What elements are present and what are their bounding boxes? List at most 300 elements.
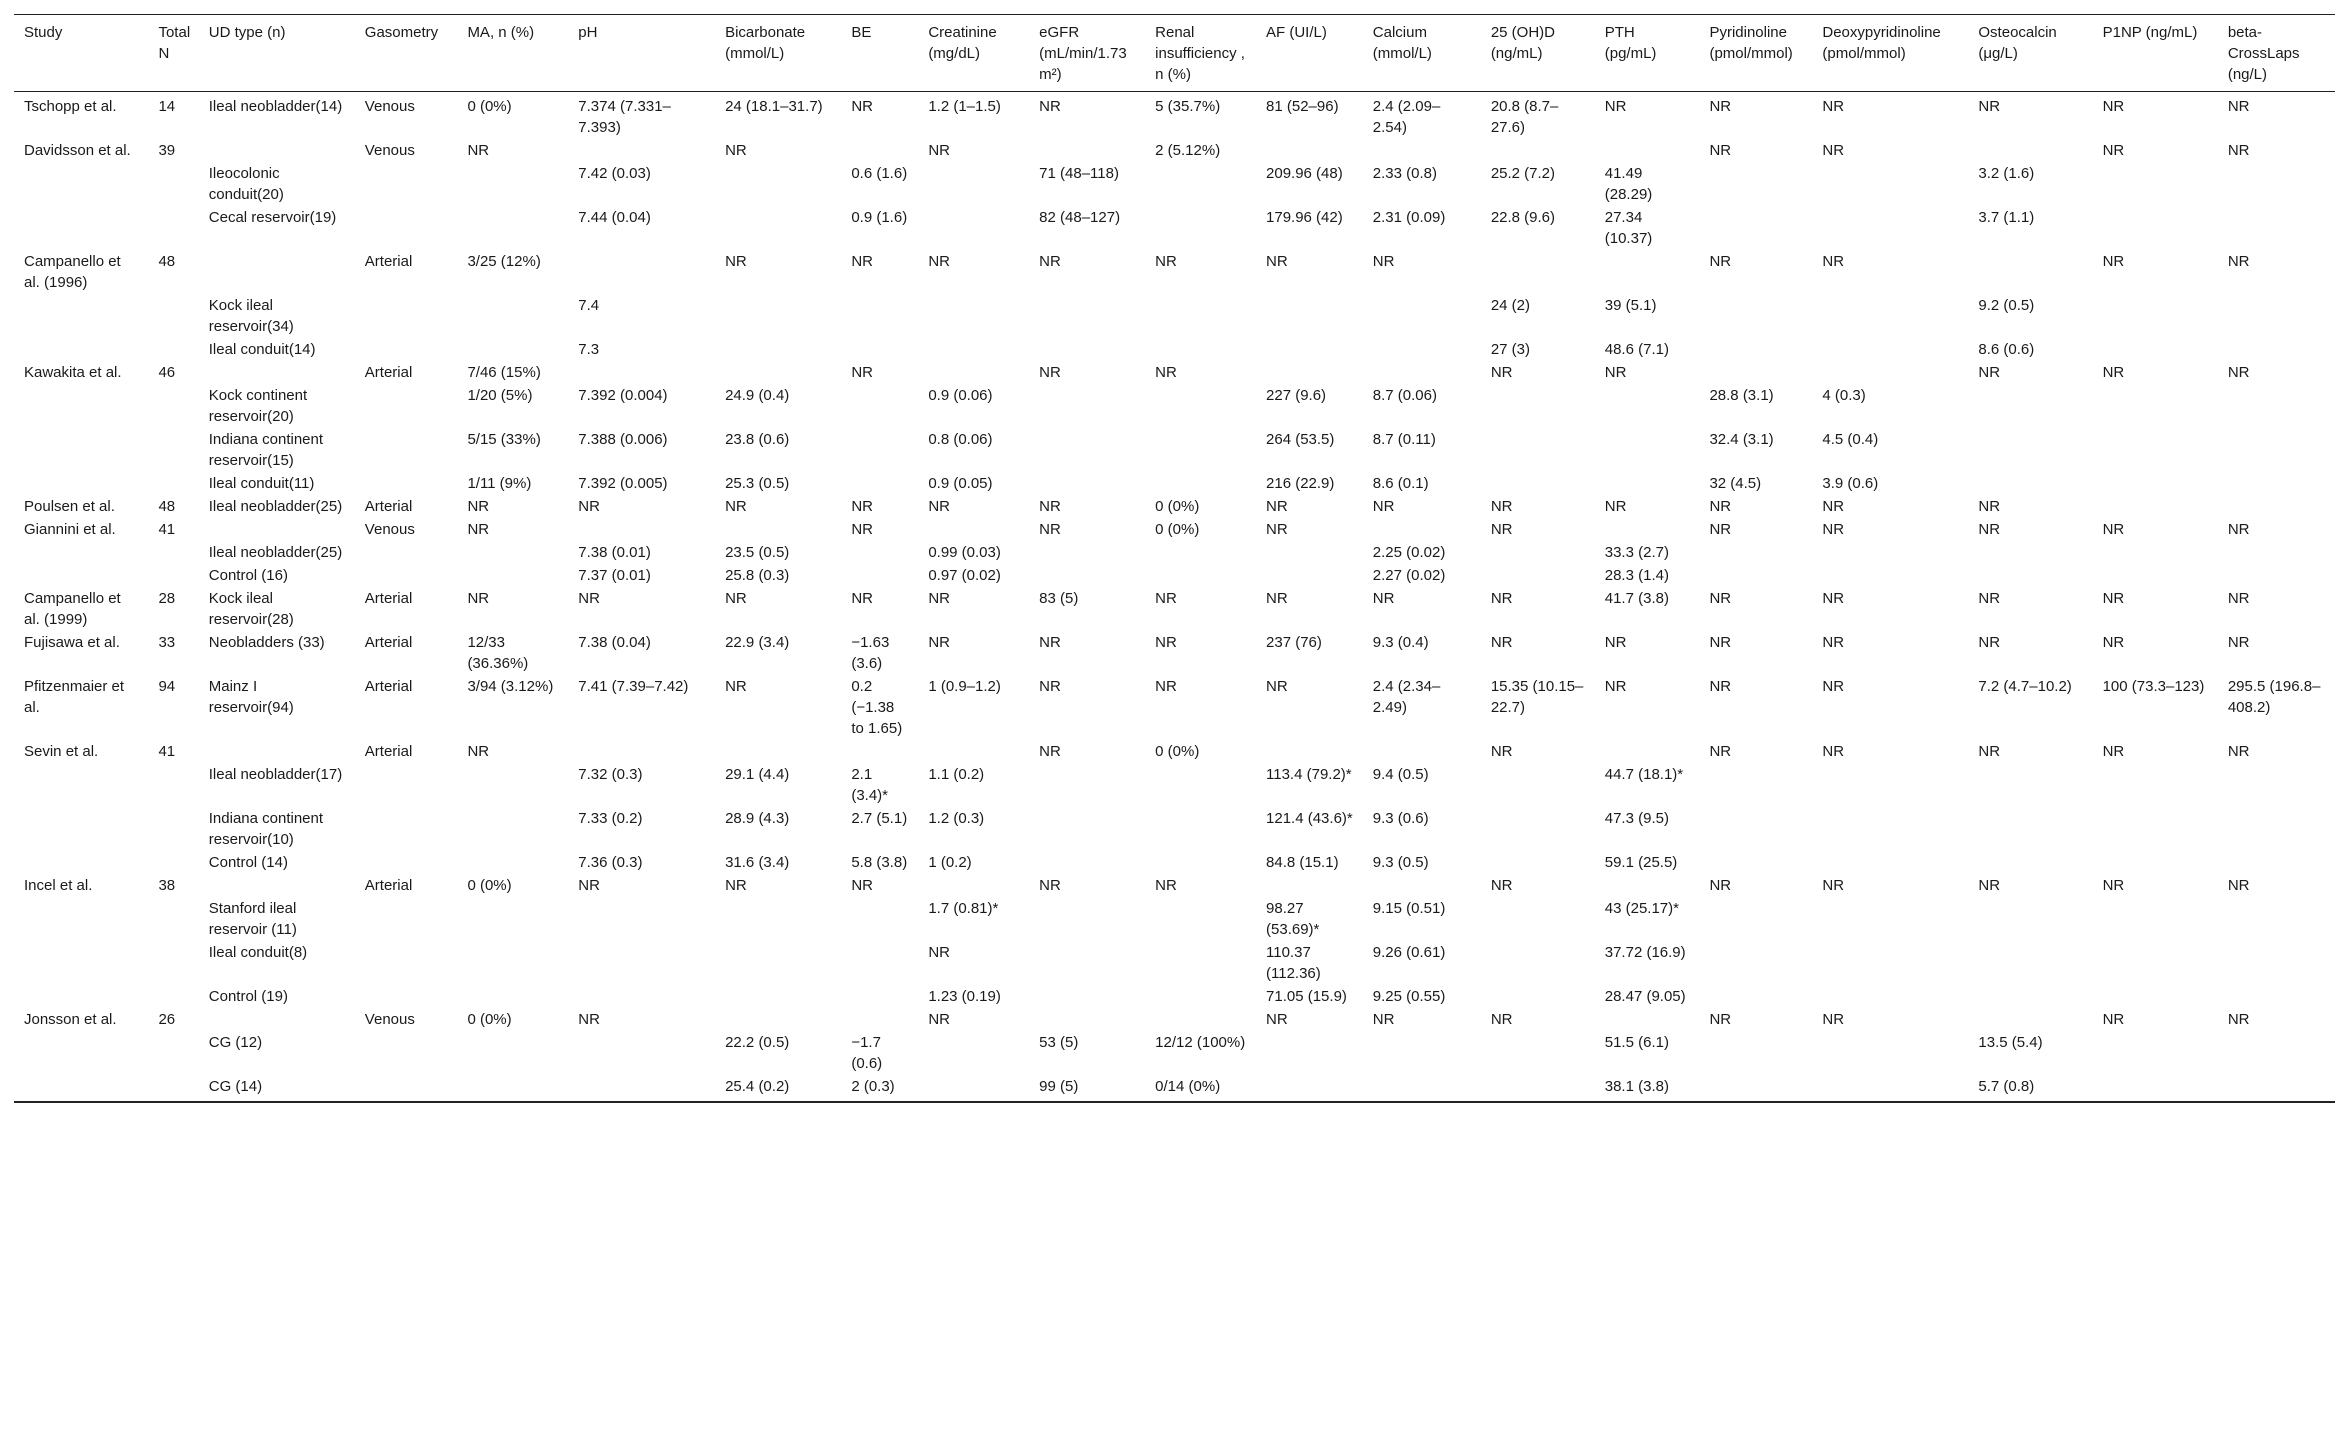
table-cell: Ileal neobladder(14) <box>208 98 343 115</box>
table-cell: 9.25 (0.55) <box>1372 988 1446 1005</box>
table-cell <box>1699 763 1812 807</box>
table-cell: 295.5 (196.8–408.2) <box>2227 678 2321 716</box>
table-cell <box>1968 541 2092 564</box>
col-header-pth: PTH (pg/mL) <box>1595 15 1700 92</box>
table-cell <box>199 139 355 162</box>
table-cell <box>715 294 841 338</box>
table-cell: 25.3 (0.5) <box>725 475 790 492</box>
table-cell <box>199 740 355 763</box>
table-cell: Venous <box>364 1011 415 1028</box>
table-cell: 2.7 (5.1) <box>851 810 908 827</box>
table-cell: NR <box>1155 678 1177 695</box>
table-cell <box>148 763 198 807</box>
table-cell <box>1481 985 1595 1008</box>
table-cell <box>2093 162 2218 206</box>
table-cell <box>1812 541 1968 564</box>
table-cell <box>1029 851 1145 874</box>
table-cell <box>457 763 568 807</box>
table-cell: 2.31 (0.09) <box>1372 209 1446 226</box>
table-cell: NR <box>928 944 950 961</box>
table-cell: 2 (0.3) <box>841 1075 918 1102</box>
table-cell: NR <box>1978 521 2001 538</box>
table-cell <box>457 1075 568 1102</box>
table-cell <box>1595 428 1700 472</box>
table-cell: NR <box>851 253 873 270</box>
table-cell: 0.99 (0.03) <box>928 544 1001 561</box>
table-cell <box>1145 206 1256 250</box>
table-cell: NR <box>1039 634 1061 651</box>
table-cell <box>355 851 458 874</box>
table-cell: NR <box>1266 521 1288 538</box>
table-cell <box>1812 162 1968 206</box>
table-cell: 3/94 (3.12%) <box>467 678 554 695</box>
table-cell: 7.3 <box>578 341 600 358</box>
table-cell <box>1029 941 1145 985</box>
table-cell: 59.1 (25.5) <box>1604 854 1678 871</box>
table-cell: 31.6 (3.4) <box>725 854 790 871</box>
table-cell <box>1595 740 1700 763</box>
table-cell <box>1256 294 1363 338</box>
table-cell <box>2093 541 2218 564</box>
table-cell: NR <box>2102 521 2125 538</box>
table-cell: Neobladders (33) <box>208 634 325 651</box>
table-cell <box>457 206 568 250</box>
table-cell: NR <box>2102 98 2125 115</box>
table-row <box>14 675 2335 740</box>
table-cell: NR <box>2227 521 2250 538</box>
table-cell: NR <box>1709 590 1732 607</box>
table-cell: NR <box>725 590 747 607</box>
table-cell: Arterial <box>364 877 413 894</box>
table-cell <box>841 897 918 941</box>
table-cell <box>2218 897 2335 941</box>
col-header-25ohd: 25 (OH)D (ng/mL) <box>1481 15 1595 92</box>
table-cell: NR <box>1822 142 1845 159</box>
table-cell: 14 <box>158 98 176 115</box>
table-cell: CG (14) <box>199 1075 355 1102</box>
table-cell: 38 <box>158 877 176 894</box>
table-cell: 0 (0%) <box>467 877 512 894</box>
table-cell: 0.2 (−1.38 to 1.65) <box>851 678 903 737</box>
table-cell <box>14 1075 148 1102</box>
table-cell <box>1145 807 1256 851</box>
table-cell: NR <box>1490 498 1513 515</box>
table-cell: Arterial <box>364 634 413 651</box>
table-cell <box>2218 495 2335 518</box>
table-cell <box>1363 338 1481 361</box>
table-cell: Mainz I reservoir(94) <box>208 678 294 716</box>
table-cell <box>715 162 841 206</box>
table-cell: NR <box>1822 743 1845 760</box>
table-cell <box>1029 1008 1145 1031</box>
table-cell: 9.3 (0.5) <box>1372 854 1429 871</box>
table-row <box>14 1031 2335 1075</box>
table-cell <box>841 294 918 338</box>
table-cell <box>1029 139 1145 162</box>
table-cell: NR <box>1039 521 1061 538</box>
table-cell <box>918 874 1029 897</box>
table-cell <box>148 162 198 206</box>
table-cell <box>1256 1075 1363 1102</box>
table-cell <box>1699 851 1812 874</box>
table-cell <box>148 338 198 361</box>
table-cell <box>918 518 1029 541</box>
table-cell: NR <box>725 877 747 894</box>
table-cell: 5 (35.7%) <box>1155 98 1221 115</box>
table-cell <box>1145 851 1256 874</box>
table-cell <box>2093 807 2218 851</box>
table-cell: NR <box>1155 877 1177 894</box>
table-cell <box>148 851 198 874</box>
table-cell: Arterial <box>364 253 413 270</box>
table-cell <box>1029 985 1145 1008</box>
table-cell <box>568 941 715 985</box>
table-cell <box>1699 162 1812 206</box>
table-cell <box>841 428 918 472</box>
table-cell <box>355 338 458 361</box>
table-cell: Sevin et al. <box>24 743 99 760</box>
table-cell: −1.7 (0.6) <box>851 1034 883 1072</box>
table-cell <box>355 985 458 1008</box>
header-row <box>14 15 2335 92</box>
table-cell: 1.23 (0.19) <box>928 988 1001 1005</box>
table-cell: 8.7 (0.11) <box>1372 431 1436 448</box>
table-cell: 9.15 (0.51) <box>1372 900 1446 917</box>
table-cell: 2.4 (2.09–2.54) <box>1372 98 1441 136</box>
table-cell: NR <box>1709 877 1732 894</box>
table-cell: 7/46 (15%) <box>467 364 541 381</box>
table-cell: 33 <box>158 634 176 651</box>
table-cell: NR <box>928 498 950 515</box>
table-cell <box>2093 851 2218 874</box>
table-cell: 41 <box>158 743 176 760</box>
table-cell: NR <box>1978 634 2001 651</box>
table-cell <box>1699 897 1812 941</box>
table-cell <box>1029 807 1145 851</box>
table-cell <box>148 941 198 985</box>
table-cell <box>14 294 148 338</box>
table-cell: NR <box>1604 678 1627 695</box>
col-header-bicarbonate: Bicarbonate (mmol/L) <box>715 15 841 92</box>
table-cell <box>1256 139 1363 162</box>
table-cell: 24 (2) <box>1490 297 1530 314</box>
table-cell <box>841 541 918 564</box>
table-cell: 4.5 (0.4) <box>1822 431 1879 448</box>
table-cell <box>1256 541 1363 564</box>
table-cell: NR <box>725 142 747 159</box>
table-cell: 209.96 (48) <box>1266 165 1343 182</box>
table-cell: 7.32 (0.3) <box>578 766 643 783</box>
table-cell: NR <box>1822 521 1845 538</box>
table-cell: NR <box>2102 590 2125 607</box>
table-cell: Kock continent reservoir(20) <box>208 387 308 425</box>
table-cell: 24.9 (0.4) <box>725 387 790 404</box>
table-cell <box>355 763 458 807</box>
table-cell <box>1481 763 1595 807</box>
table-row <box>14 139 2335 162</box>
table-cell: 8.7 (0.06) <box>1372 387 1437 404</box>
table-cell: NR <box>2227 743 2250 760</box>
table-cell <box>148 384 198 428</box>
table-cell <box>199 361 355 384</box>
table-cell: Cecal reservoir(19) <box>208 209 337 226</box>
table-cell: Ileal conduit(14) <box>208 341 316 358</box>
table-cell: NR <box>1372 1011 1395 1028</box>
table-cell: 37.72 (16.9) <box>1604 944 1686 961</box>
table-cell <box>2218 472 2335 495</box>
table-cell <box>1481 897 1595 941</box>
table-cell: 71 (48–118) <box>1039 165 1119 182</box>
col-header-deoxypyridinoline: Deoxypyridinoline (pmol/mmol) <box>1812 15 1968 92</box>
table-cell: 53 (5) <box>1039 1034 1079 1051</box>
table-cell <box>2093 1031 2218 1075</box>
table-cell: NR <box>725 253 747 270</box>
table-cell <box>1481 428 1595 472</box>
table-row <box>14 564 2335 587</box>
table-cell <box>1481 384 1595 428</box>
table-cell <box>918 1031 1029 1075</box>
table-cell: 28.8 (3.1) <box>1709 387 1774 404</box>
table-cell: 7.38 (0.04) <box>578 634 651 651</box>
table-cell <box>1029 897 1145 941</box>
table-cell <box>14 564 148 587</box>
table-cell: 51.5 (6.1) <box>1604 1034 1669 1051</box>
table-cell <box>568 361 715 384</box>
table-cell <box>2093 941 2218 985</box>
table-cell: NR <box>1039 877 1061 894</box>
table-cell: 2.1 (3.4)* <box>851 766 889 804</box>
table-cell <box>457 1031 568 1075</box>
table-cell <box>841 941 918 985</box>
table-cell: NR <box>851 590 873 607</box>
table-cell: 121.4 (43.6)* <box>1266 810 1353 827</box>
table-cell <box>1363 518 1481 541</box>
table-cell: NR <box>2102 877 2125 894</box>
table-cell: 5/15 (33%) <box>467 431 541 448</box>
table-cell: NR <box>1039 498 1061 515</box>
table-cell: 5.7 (0.8) <box>1968 1075 2092 1102</box>
table-cell: NR <box>467 498 490 515</box>
table-cell: 0.9 (0.06) <box>928 387 993 404</box>
table-cell <box>841 740 918 763</box>
table-cell: 2.27 (0.02) <box>1372 567 1446 584</box>
table-cell: 1.2 (1–1.5) <box>928 98 1001 115</box>
table-cell <box>148 428 198 472</box>
table-cell: NR <box>2227 590 2250 607</box>
col-header-beta-crosslaps: beta-CrossLaps (ng/L) <box>2218 15 2335 92</box>
table-cell <box>1968 139 2092 162</box>
table-cell: NR <box>1266 498 1288 515</box>
table-cell <box>1145 985 1256 1008</box>
table-row <box>14 162 2335 206</box>
table-cell: 1 (0.2) <box>928 854 972 871</box>
table-cell <box>1363 1075 1481 1102</box>
table-cell: 41.49 (28.29) <box>1604 165 1653 203</box>
table-cell: NR <box>1490 364 1513 381</box>
table-cell <box>1812 851 1968 874</box>
table-cell: NR <box>1372 253 1395 270</box>
table-cell: Kock ileal reservoir(28) <box>208 590 294 628</box>
table-cell <box>2218 851 2335 874</box>
table-cell <box>1968 428 2092 472</box>
table-cell <box>1595 139 1700 162</box>
table-row <box>14 763 2335 807</box>
table-cell: Ileal neobladder(25) <box>208 498 343 515</box>
table-cell: NR <box>725 498 747 515</box>
table-cell <box>2093 763 2218 807</box>
col-header-calcium: Calcium (mmol/L) <box>1363 15 1481 92</box>
table-cell <box>918 162 1029 206</box>
table-cell <box>715 941 841 985</box>
table-cell: NR <box>1039 678 1061 695</box>
table-cell <box>568 139 715 162</box>
table-row <box>14 518 2335 541</box>
table-cell <box>1968 384 2092 428</box>
table-cell: 7.33 (0.2) <box>578 810 643 827</box>
table-cell: Stanford ileal reservoir (11) <box>208 900 297 938</box>
table-cell: 0 (0%) <box>1155 743 1200 760</box>
table-cell: NR <box>1822 253 1845 270</box>
table-cell <box>1812 807 1968 851</box>
table-cell: 1.2 (0.3) <box>928 810 985 827</box>
table-cell <box>841 985 918 1008</box>
table-cell: 1 (0.9–1.2) <box>928 678 1001 695</box>
table-cell: 264 (53.5) <box>1266 431 1335 448</box>
table-cell <box>1256 1031 1363 1075</box>
table-cell: NR <box>1604 98 1627 115</box>
table-cell: NR <box>1822 498 1845 515</box>
table-cell: NR <box>2102 634 2125 651</box>
table-cell <box>1481 851 1595 874</box>
table-cell <box>2218 541 2335 564</box>
table-cell <box>1699 807 1812 851</box>
table-cell <box>457 897 568 941</box>
table-row <box>14 807 2335 851</box>
col-header-creatinine: Creatinine (mg/dL) <box>918 15 1029 92</box>
table-cell <box>1481 472 1595 495</box>
table-cell <box>841 472 918 495</box>
table-cell <box>841 139 918 162</box>
table-cell <box>1145 428 1256 472</box>
table-row <box>14 428 2335 472</box>
table-cell <box>14 1031 148 1075</box>
table-cell <box>1481 941 1595 985</box>
table-row <box>14 941 2335 985</box>
table-cell: NR <box>1822 590 1845 607</box>
table-cell: 84.8 (15.1) <box>1266 854 1339 871</box>
table-row <box>14 250 2335 294</box>
table-row <box>14 740 2335 763</box>
table-cell <box>1029 294 1145 338</box>
table-cell: NR <box>1604 498 1627 515</box>
table-cell <box>1029 763 1145 807</box>
table-cell <box>1145 472 1256 495</box>
table-cell <box>1699 294 1812 338</box>
table-cell <box>1481 139 1595 162</box>
table-cell: NR <box>1709 634 1732 651</box>
table-cell: 2.4 (2.34–2.49) <box>1372 678 1441 716</box>
table-cell: NR <box>1709 1011 1732 1028</box>
table-cell <box>2093 897 2218 941</box>
table-cell <box>1812 206 1968 250</box>
table-cell <box>568 250 715 294</box>
table-cell <box>355 807 458 851</box>
table-cell <box>1699 985 1812 1008</box>
table-cell <box>14 472 148 495</box>
table-cell: 227 (9.6) <box>1266 387 1327 404</box>
table-row <box>14 851 2335 874</box>
table-cell: 12/33 (36.36%) <box>467 634 529 672</box>
table-cell <box>918 294 1029 338</box>
table-cell: Arterial <box>364 364 413 381</box>
table-row <box>14 384 2335 428</box>
table-cell <box>715 1008 841 1031</box>
table-cell <box>715 518 841 541</box>
table-cell: 22.2 (0.5) <box>725 1034 790 1051</box>
table-cell: 1.7 (0.81)* <box>928 900 999 917</box>
table-cell <box>2218 564 2335 587</box>
table-cell: 4 (0.3) <box>1822 387 1866 404</box>
col-header-egfr: eGFR (mL/min/1.73 m²) <box>1029 15 1145 92</box>
table-cell: NR <box>1822 1011 1845 1028</box>
table-cell: NR <box>1978 98 2001 115</box>
table-cell <box>1968 897 2092 941</box>
table-cell: 28.3 (1.4) <box>1604 567 1669 584</box>
table-body <box>14 92 2335 1103</box>
table-cell <box>1363 361 1481 384</box>
table-cell: 83 (5) <box>1039 590 1079 607</box>
table-cell <box>1595 384 1700 428</box>
table-cell <box>2218 807 2335 851</box>
table-cell: 25.4 (0.2) <box>715 1075 841 1102</box>
table-cell: 7.44 (0.04) <box>578 209 651 226</box>
table-cell: NR <box>1978 364 2001 381</box>
table-cell: 7.2 (4.7–10.2) <box>1978 678 2072 695</box>
table-cell: 2 (5.12%) <box>1155 142 1221 159</box>
table-cell <box>355 206 458 250</box>
table-row <box>14 1075 2335 1102</box>
table-cell <box>918 361 1029 384</box>
table-cell <box>918 338 1029 361</box>
table-cell: Arterial <box>364 498 413 515</box>
table-cell: 113.4 (79.2)* <box>1266 766 1352 783</box>
table-cell: 38.1 (3.8) <box>1595 1075 1700 1102</box>
table-cell <box>1363 740 1481 763</box>
table-cell <box>355 294 458 338</box>
table-cell <box>2093 294 2218 338</box>
table-cell <box>148 897 198 941</box>
table-cell: NR <box>2227 634 2250 651</box>
table-cell: NR <box>2227 364 2250 381</box>
table-cell <box>148 564 198 587</box>
table-cell <box>1256 338 1363 361</box>
table-cell: NR <box>578 877 600 894</box>
table-cell: 23.5 (0.5) <box>725 544 790 561</box>
table-cell <box>14 897 148 941</box>
table-cell <box>1481 250 1595 294</box>
table-cell <box>148 807 198 851</box>
table-cell <box>568 1031 715 1075</box>
table-cell: 81 (52–96) <box>1266 98 1339 115</box>
table-cell <box>1968 985 2092 1008</box>
table-cell: Ileal conduit(8) <box>208 944 308 961</box>
table-cell: NR <box>2102 364 2125 381</box>
table-cell: NR <box>1709 498 1732 515</box>
table-cell: NR <box>1266 678 1288 695</box>
table-cell: 22.8 (9.6) <box>1490 209 1556 226</box>
table-cell: NR <box>1490 590 1513 607</box>
table-cell <box>1699 1031 1812 1075</box>
